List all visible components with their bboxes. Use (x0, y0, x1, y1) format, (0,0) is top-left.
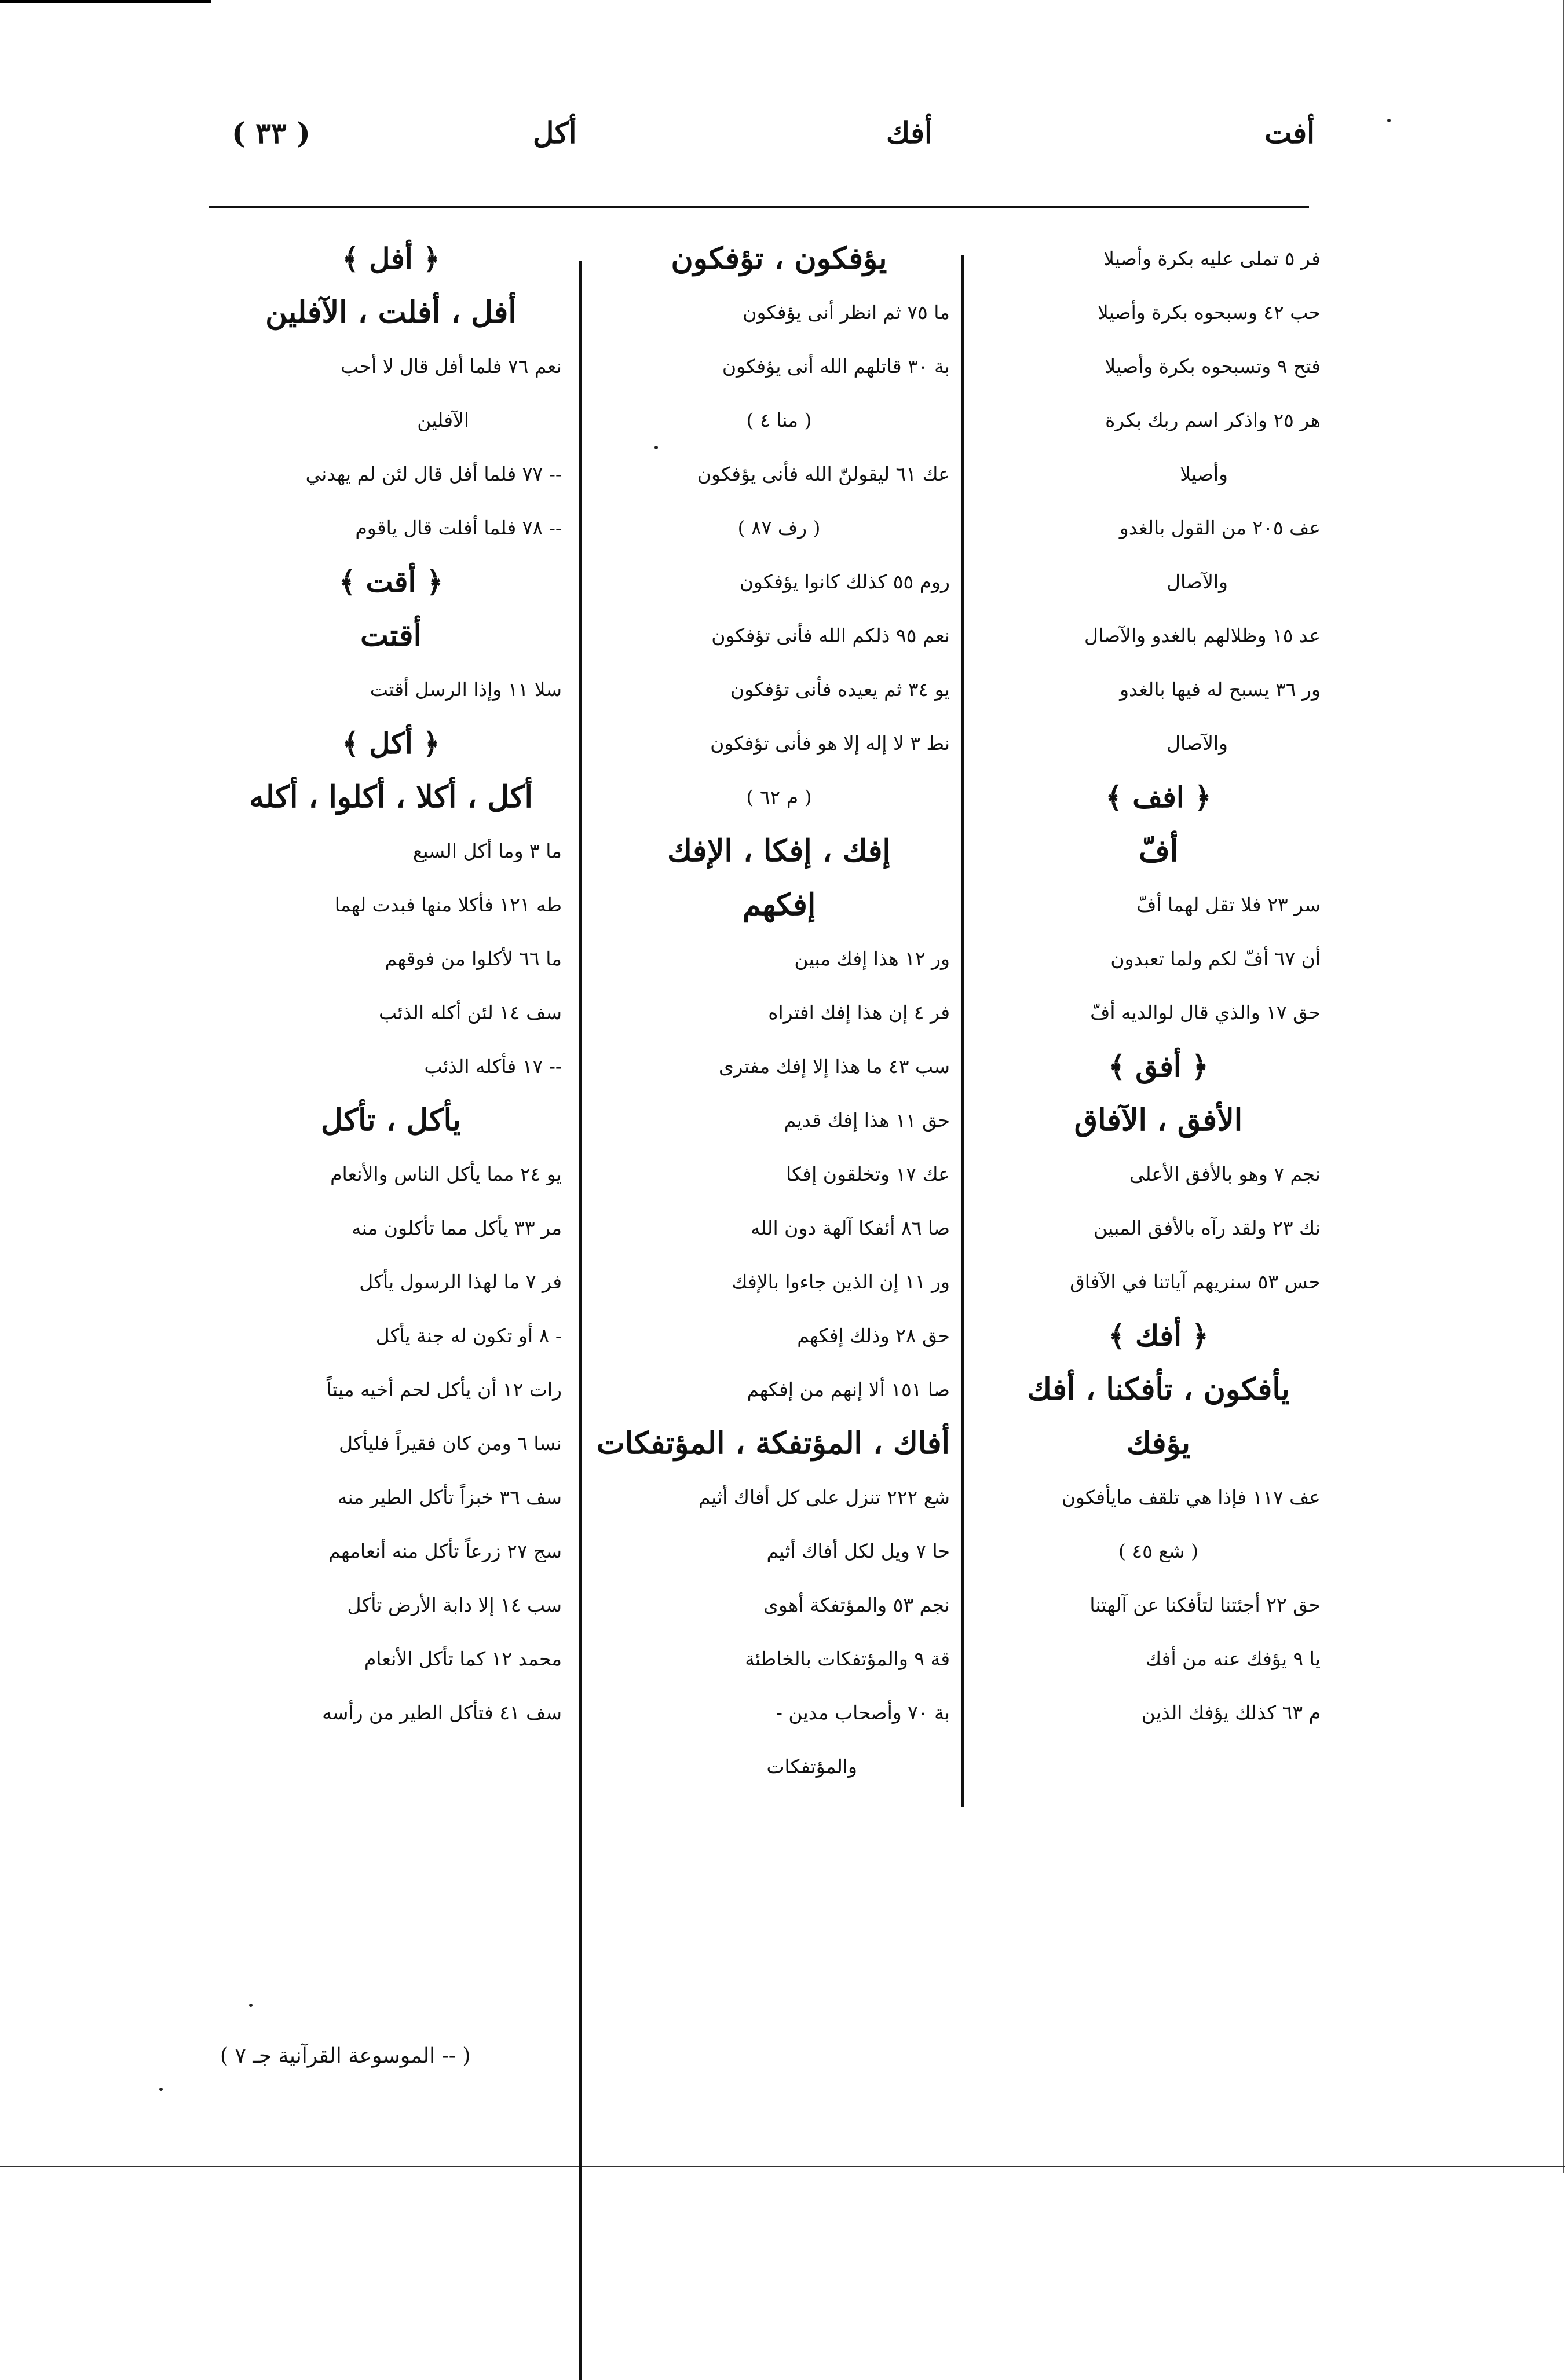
verse-reference-line: فر ٥ تملى عليه بكرة وأصيلا (1103, 247, 1321, 270)
verse-reference-line: حب ٤٢ وسبحوه بكرة وأصيلا (1097, 301, 1321, 324)
verse-reference-line: سر ٢٣ فلا تقل لهما أفّ (1136, 894, 1321, 916)
verse-reference-line: بة ٣٠ قاتلهم الله أنى يؤفكون (722, 355, 950, 378)
verse-reference-line: ما ٣ وما أكل السبع (412, 840, 562, 862)
verse-reference-line: عك ١٧ وتخلقون إفكا (786, 1163, 950, 1185)
verse-reference-line: -- ٧٧ فلما أفل قال لئن لم يهدني (305, 463, 562, 485)
word-heading: أقتت (360, 618, 422, 653)
verse-reference-line: ور ١١ إن الذين جاءوا بالإفك (732, 1270, 950, 1293)
verse-reference-line: يو ٣٤ ثم يعيده فأنى تؤفكون (730, 678, 950, 701)
column-left (220, 232, 562, 1740)
root-heading: ﴿ افف ﴾ (1105, 780, 1212, 814)
verse-reference-line: فر ٤ إن هذا إفك افتراه (768, 1001, 950, 1024)
verse-reference-line: عف ١١٧ فإذا هي تلقف مايأفكون (1061, 1486, 1321, 1508)
verse-reference-line: فر ٧ ما لهذا الرسول يأكل (359, 1270, 562, 1293)
verse-reference-line: ( رف ٨٧ ) (737, 517, 821, 539)
verse-reference-line: سب ٤٣ ما هذا إلا إفك مفترى (718, 1055, 950, 1078)
word-heading: أكل ، أكلا ، أكلوا ، أكله (249, 779, 533, 815)
page-number: ( ٣٣ ) (232, 116, 310, 150)
verse-reference-line: نسا ٦ ومن كان فقيراً فليأكل (339, 1432, 562, 1455)
header-word-left: أكل (533, 116, 577, 150)
footer-signature: ( -- الموسوعة القرآنية جـ ٧ ) (220, 2044, 471, 2068)
root-heading: ﴿ أفل ﴾ (342, 241, 440, 276)
page-edge-bottom (0, 2166, 1565, 2167)
verse-reference-line: م ٦٣ كذلك يؤفك الذين (1141, 1701, 1321, 1724)
verse-reference-line: نك ٢٣ ولقد رآه بالأفق المبين (1093, 1217, 1321, 1239)
header-rule (209, 206, 1309, 208)
verse-reference-line: يا ٩ يؤفك عنه من أفك (1145, 1647, 1321, 1670)
word-heading: إفكهم (742, 887, 816, 922)
verse-reference-line: سج ٢٧ زرعاً تأكل منه أنعامهم (328, 1540, 562, 1562)
verse-reference-line: سف ٤١ فتأكل الطير من رأسه (322, 1701, 562, 1724)
verse-reference-line: ما ٦٦ لأكلوا من فوقهم (385, 947, 562, 970)
verse-reference-line: حق ٢٢ أجئتنا لتأفكنا عن آلهتنا (1089, 1594, 1321, 1616)
verse-reference-line: روم ٥٥ كذلك كانوا يؤفكون (739, 570, 950, 593)
speck (654, 446, 658, 449)
verse-reference-line: حا ٧ ويل لكل أفاك أثيم (766, 1540, 950, 1562)
verse-reference-line: ( م ٦٢ ) (746, 786, 812, 808)
verse-reference-line: ما ٧٥ ثم انظر أنى يؤفكون (743, 301, 950, 324)
verse-reference-line: ور ١٢ هذا إفك مبين (794, 947, 950, 970)
header-word-middle: أفك (886, 116, 933, 150)
verse-reference-line: رات ١٢ أن يأكل لحم أخيه ميتاً (326, 1378, 562, 1401)
running-header (209, 116, 1315, 180)
verse-reference-line: ( منا ٤ ) (746, 409, 812, 431)
verse-reference-line: حق ٢٨ وذلك إفكهم (797, 1324, 950, 1347)
verse-reference-line: هر ٢٥ واذكر اسم ربك بكرة (1105, 409, 1321, 431)
column-right (996, 232, 1321, 1740)
speck (1387, 119, 1391, 122)
verse-reference-line: سف ٣٦ خبزاً تأكل الطير منه (337, 1486, 562, 1508)
word-heading: أفّ (1138, 833, 1179, 869)
speck (249, 2004, 253, 2007)
verse-reference-line: والآصال (1167, 732, 1228, 755)
verse-reference-line: -- ١٧ فأكله الذئب (424, 1055, 562, 1078)
verse-reference-line: يو ٢٤ مما يأكل الناس والأنعام (330, 1163, 562, 1185)
verse-reference-line: سف ١٤ لئن أكله الذئب (379, 1001, 562, 1024)
page-edge-right (1563, 0, 1564, 2173)
root-heading: ﴿ أفق ﴾ (1108, 1049, 1209, 1083)
verse-reference-line: نجم ٧ وهو بالأفق الأعلى (1129, 1163, 1321, 1185)
column-divider-right (961, 255, 964, 1807)
verse-reference-line: نجم ٥٣ والمؤتفكة أهوى (763, 1594, 950, 1616)
column-divider-left (579, 261, 582, 2380)
verse-reference-line: أن ٦٧ أفّ لكم ولما تعبدون (1110, 947, 1321, 970)
word-heading: أفل ، أفلت ، الآفلين (265, 295, 517, 330)
verse-reference-line: عف ٢٠٥ من القول بالغدو (1119, 517, 1321, 539)
verse-reference-line: والآصال (1167, 570, 1228, 593)
verse-reference-line: الآفلين (417, 409, 469, 431)
verse-reference-line: حس ٥٣ سنريهم آياتنا في الآفاق (1070, 1270, 1321, 1293)
root-heading: ﴿ أكل ﴾ (342, 726, 440, 760)
verse-reference-line: صا ٨٦ أئفكا آلهة دون الله (750, 1217, 950, 1239)
verse-reference-line: مر ٣٣ يأكل مما تأكلون منه (351, 1217, 562, 1239)
word-heading: يأكل ، تأكل (321, 1103, 461, 1138)
verse-reference-line: سلا ١١ وإذا الرسل أقتت (370, 678, 562, 701)
root-heading: ﴿ أقت ﴾ (338, 565, 444, 599)
verse-reference-line: - ٨ أو تكون له جنة يأكل (375, 1324, 562, 1347)
verse-reference-line: نعم ٩٥ ذلكم الله فأنى تؤفكون (711, 624, 950, 647)
verse-reference-line: سب ١٤ إلا دابة الأرض تأكل (347, 1594, 562, 1616)
verse-reference-line: ور ٣٦ يسبح له فيها بالغدو (1120, 678, 1321, 701)
verse-reference-line: حق ١١ هذا إفك قديم (784, 1109, 950, 1132)
verse-reference-line: والمؤتفكات (766, 1755, 857, 1778)
root-heading: ﴿ أفك ﴾ (1108, 1319, 1209, 1353)
verse-reference-line: طه ١٢١ فأكلا منها فبدت لهما (334, 894, 562, 916)
word-heading: يؤفكون ، تؤفكون (671, 241, 887, 276)
verse-reference-line: -- ٧٨ فلما أفلت قال ياقوم (355, 517, 562, 539)
word-heading: الأفق ، الآفاق (1074, 1103, 1243, 1138)
verse-reference-line: ( شع ٤٥ ) (1118, 1540, 1198, 1562)
word-heading: إفك ، إفكا ، الإفك (667, 833, 891, 869)
verse-reference-line: عك ٦١ ليقولنّ الله فأنى يؤفكون (697, 463, 950, 485)
verse-reference-line: نط ٣ لا إله إلا هو فأنى تؤفكون (710, 732, 950, 755)
verse-reference-line: بة ٧٠ وأصحاب مدين - (776, 1701, 950, 1724)
verse-reference-line: صا ١٥١ ألا إنهم من إفكهم (747, 1378, 950, 1401)
column-middle (596, 232, 950, 1793)
header-word-right: أفت (1264, 116, 1315, 150)
word-heading: يأفكون ، تأفكنا ، أفك (1027, 1372, 1290, 1407)
verse-reference-line: قة ٩ والمؤتفكات بالخاطئة (745, 1647, 950, 1670)
verse-reference-line: وأصيلا (1180, 463, 1228, 485)
verse-reference-line: عد ١٥ وظلالهم بالغدو والآصال (1084, 624, 1321, 647)
word-heading: يؤفك (1126, 1426, 1191, 1461)
verse-reference-line: شع ٢٢٢ تنزل على كل أفاك أثيم (699, 1486, 950, 1508)
verse-reference-line: حق ١٧ والذي قال لوالديه أفّ (1090, 1001, 1321, 1024)
corner-mark (0, 0, 211, 3)
verse-reference-line: محمد ١٢ كما تأكل الأنعام (364, 1647, 562, 1670)
speck (159, 2088, 163, 2091)
verse-reference-line: نعم ٧٦ فلما أفل قال لا أحب (341, 355, 562, 378)
word-heading: أفاك ، المؤتفكة ، المؤتفكات (596, 1426, 950, 1461)
verse-reference-line: فتح ٩ وتسبحوه بكرة وأصيلا (1105, 355, 1321, 378)
